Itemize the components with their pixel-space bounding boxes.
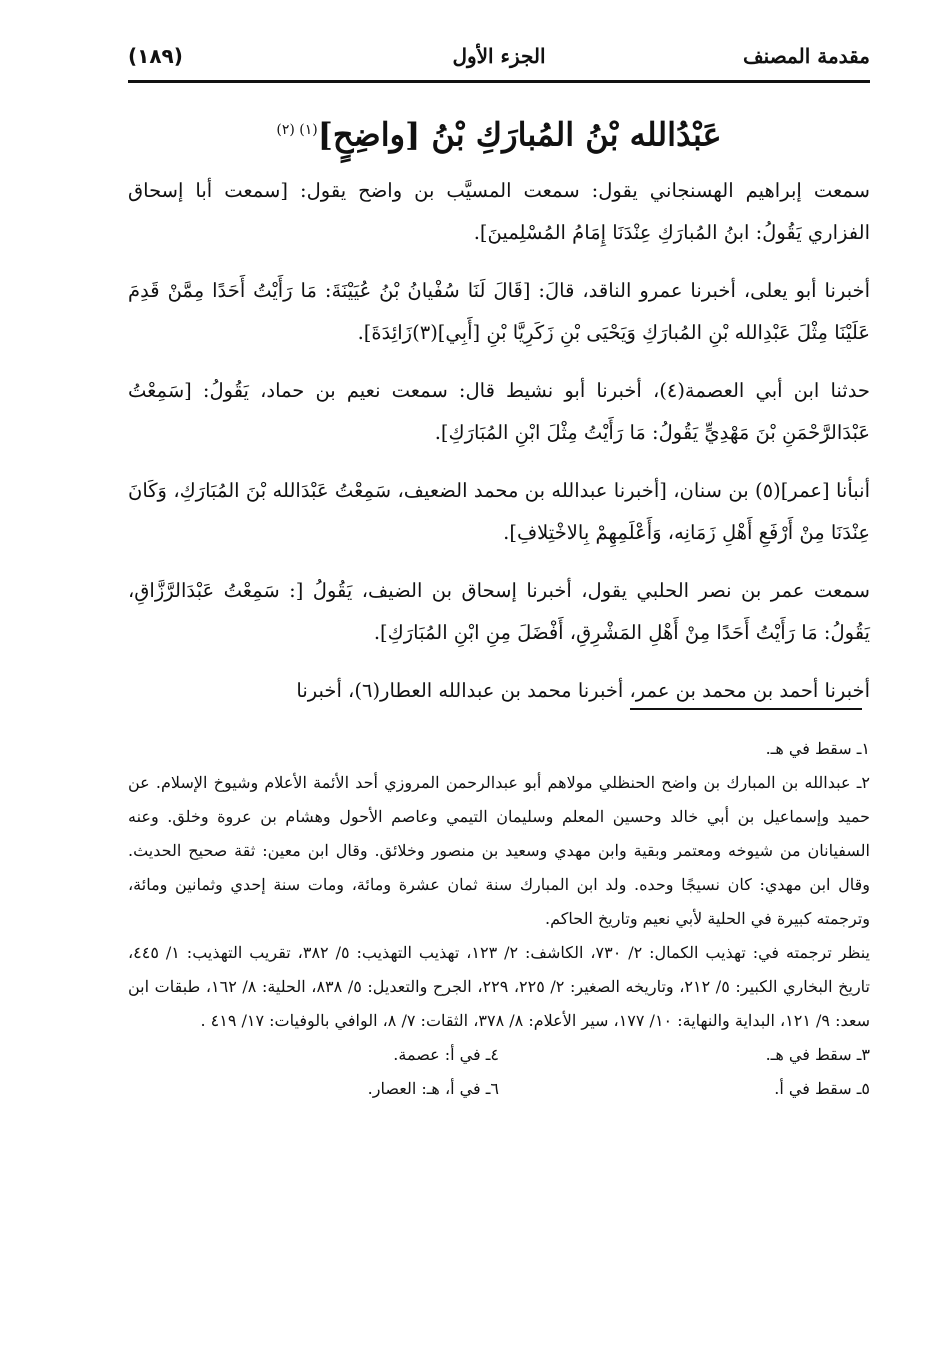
entry-title-text: عَبْدُالله بْنُ المُبارَكِ بْنُ [واضِحٍ] xyxy=(317,115,722,154)
footnote-row xyxy=(128,1038,870,1072)
page-number: (١٨٩) xyxy=(128,44,183,68)
paragraph: سمعت عمر بن نصر الحلبي يقول، أخبرنا إسحاق بن الضيف، يَقُولُ [: سَمِعْتُ عَبْدَالرَّزَّاقِ، يَقُولُ: مَا رَأَيْتُ أَحَدًا مِنْ أَهْلِ المَشْرِقِ، أَفْضَلَ مِنِ ابْنِ المُبَارَكِ]. xyxy=(128,579,870,644)
footnote-2-references: ينظر ترجمته في: تهذيب الكمال: ٢/ ٧٣٠، الكاشف: ٢/ ١٢٣، تهذيب التهذيب: ٥/ ٣٨٢، تقريب التهذيب: ١/ ٤٤٥، تاريخ البخاري الكبير: ٥/ ٢١٢، وتاريخه الصغير: ٢/ ٢٢٥، ٢٢٩، الجرح والتعديل: ٥/ ٨٣٨، الحلية: ٨/ ١٦٢، طبقات ابن سعد: ٩/ ١٢١، البداية والنهاية: ١٠/ ١٧٧، سير الأعلام: ٨/ ٣٧٨، الثقات: ٧/ ٨، الوافي بالوفيات: ١٧/ ٤١٩ . xyxy=(128,943,871,1030)
footnote-4: ٤ـ في أ: عصمة. xyxy=(393,1045,499,1064)
volume-title: الجزء الأول xyxy=(452,44,546,68)
footnote-3: ٣ـ سقط في هـ. xyxy=(765,1045,870,1064)
footnote-5: ٥ـ سقط في أ. xyxy=(774,1079,870,1098)
paragraph: حدثنا ابن أبي العصمة(٤)، أخبرنا أبو نشيط قال: سمعت نعيم بن حماد، يَقُولُ: [سَمِعْتُ عَبْدَالرَّحْمَنِ بْنَ مَهْدِيٍّ يَقُولُ: مَا رَأَيْتُ مِثْلَ ابْنِ المُبَارَكِ]. xyxy=(128,379,870,444)
entry-title xyxy=(128,108,870,157)
section-title: مقدمة المصنف xyxy=(742,44,870,68)
footnote-2-text: عبدالله بن المبارك بن واضح الحنظلي مولاهم أبو عبدالرحمن المروزي أحد الأئمة الأعلام وشيوخ الإسلام. عن حميد وإسماعيل بن أبي خالد وحسين المعلم وسليمان التيمي وعاصم الأحول وهشام بن عروة وخلق. وعنه السفيانان من شيوخه ومعتمر وبقية وابن مهدي وسعيد بن منصور وخلائق. وقال ابن معين: ثقة صحيح الحديث. وقال ابن مهدي: كان نسيجًا وحده. ولد ابن المبارك سنة ثمان عشرة ومائة، ومات سنة إحدي وثمانين ومائة، وترجمته كبيرة في الحلية لأبي نعيم وتاريخ الحاكم. xyxy=(128,773,870,928)
footnote-1: ١ـ سقط في هـ. xyxy=(765,739,870,758)
footnotes xyxy=(128,732,870,1106)
main-text xyxy=(128,170,870,728)
entry-title-notes: (١) (٢) xyxy=(276,122,318,138)
paragraph: أخبرنا أبو يعلى، أخبرنا عمرو الناقد، قالَ: [قَالَ لَنَا سُفْيانُ بْنُ عُيَيْنَةَ: مَا رَأَيْتُ أَحَدًا مِمَّنْ قَدِمَ عَلَيْنَا مِثْلَ عَبْدِالله بْنِ المُبارَكِ وَيَحْيَى بْنِ زَكَرِيَّا بْنِ [أَبِي](٣)زَائِدَةَ]. xyxy=(128,279,870,344)
running-header xyxy=(128,38,870,78)
header-rule xyxy=(128,80,870,83)
footnote-2 xyxy=(128,766,870,936)
footnote-2-label: ٢ـ xyxy=(856,773,870,792)
paragraph: سمعت إبراهيم الهسنجاني يقول: سمعت المسيَّب بن واضح يقول: [سمعت أبا إسحاق الفزاري يَقُولُ: ابنُ المُبارَكِ عِنْدَنَا إِمَامُ المُسْلِمينَ]. xyxy=(128,179,870,244)
footnote-rule xyxy=(630,708,862,710)
footnote-6: ٦ـ في أ، هـ: العصار. xyxy=(367,1079,499,1098)
paragraph: أنبأنا [عمر](٥) بن سنان، [أخبرنا عبدالله بن محمد الضعيف، سَمِعْتُ عَبْدَالله بْنَ المُبَارَكِ، وَكَانَ عِنْدَنَا مِنْ أَرْفَعِ أَهْلِ زَمَانِه، وَأَعْلَمِهِمْ بِالاخْتِلافِ]. xyxy=(128,479,870,544)
footnote-row xyxy=(128,1072,870,1106)
paragraph: أخبرنا أحمد بن محمد بن عمر، أخبرنا محمد بن عبدالله العطار(٦)، أخبرنا xyxy=(296,679,870,702)
